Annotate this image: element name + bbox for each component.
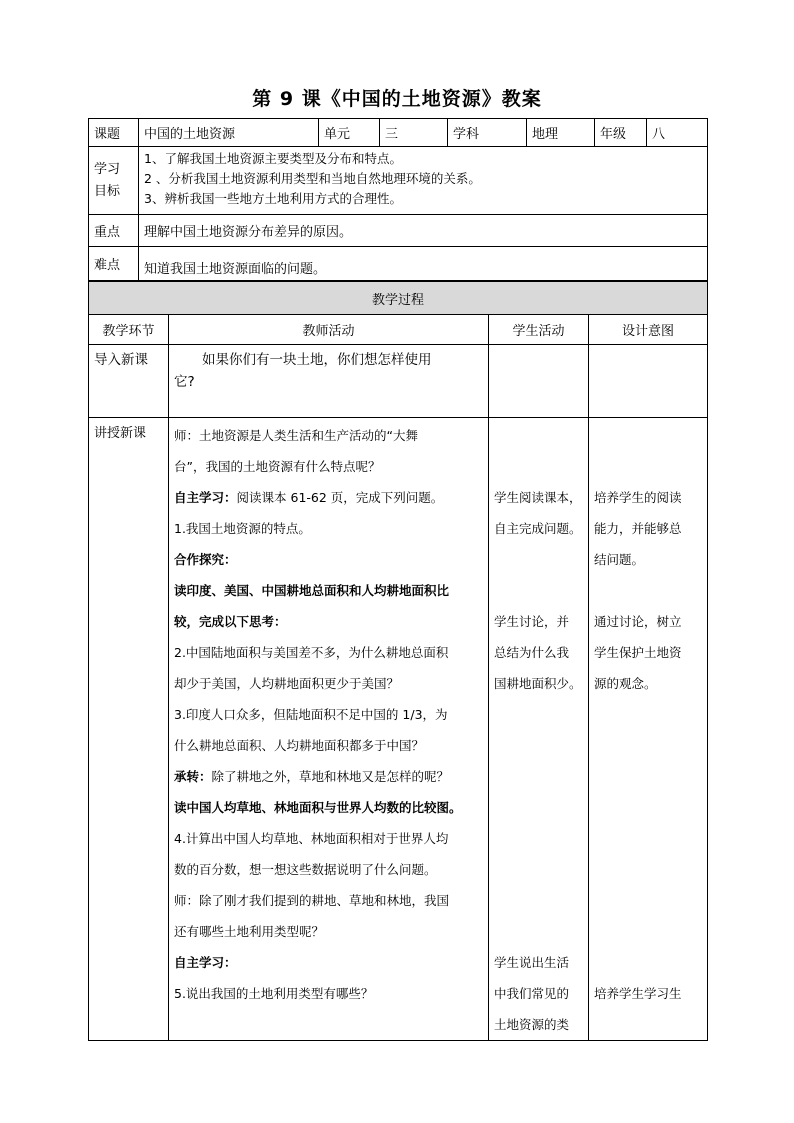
- design-line: 能力，并能够总: [594, 521, 682, 536]
- new-stage: [89, 418, 169, 1041]
- teacher-line: 师：土地资源是人类生活和生产活动的“大舞: [174, 428, 418, 443]
- design-line: 学生保护土地资: [594, 645, 682, 660]
- key-point-label: 重点: [89, 215, 139, 247]
- teaching-process-band: 教学过程: [89, 282, 708, 315]
- new-stage-label: 讲授新课: [94, 426, 147, 441]
- teacher-line: 合作探究：: [174, 552, 237, 567]
- goal-item: 1、了解我国土地资源主要类型及分布和特点。: [144, 151, 402, 166]
- design-line: 培养学生学习生: [594, 986, 682, 1001]
- student-line: 学生说出生活: [494, 955, 570, 970]
- goals-value: [139, 147, 708, 215]
- student-line: 国耕地面积少。: [494, 676, 582, 691]
- document-title: 第 9 课《中国的土地资源》教案: [252, 88, 542, 110]
- teacher-line: 较，完成以下思考：: [174, 614, 287, 629]
- goals-label-line-1: 学习: [94, 161, 121, 177]
- student-line: 学生阅读课本，: [494, 490, 582, 505]
- new-teacher: [169, 418, 489, 1041]
- teacher-line: 师：除了刚才我们提到的耕地、草地和林地，我国: [174, 893, 450, 908]
- teacher-line: 读中国人均草地、林地面积与世界人均数的比较图。: [174, 800, 462, 815]
- design-line: 结问题。: [594, 552, 645, 567]
- student-line: 中我们常见的: [494, 986, 570, 1001]
- unit-label: 单元: [319, 119, 380, 147]
- intro-teacher-line-1: 如果你们有一块土地，你们想怎样使用: [202, 352, 432, 368]
- teacher-line: 却少于美国，人均耕地面积更少于美国？: [174, 676, 400, 691]
- intro-teacher: [169, 345, 489, 418]
- teacher-line: 1.我国土地资源的特点。: [174, 521, 311, 536]
- teacher-line: 自主学习：: [174, 955, 237, 970]
- transition-label: 承转：: [174, 769, 212, 784]
- student-line: 自主完成问题。: [494, 521, 582, 536]
- header-stage: 教学环节: [89, 315, 169, 345]
- teacher-line: 2.中国陆地面积与美国差不多，为什么耕地总面积: [174, 645, 449, 660]
- student-line: 学生讨论，并: [494, 614, 570, 629]
- teacher-line: [174, 482, 483, 513]
- lesson-info-table: [88, 118, 708, 281]
- new-student: [489, 418, 589, 1041]
- design-line: 培养学生的阅读: [594, 490, 682, 505]
- teacher-line: 3.印度人口众多，但陆地面积不足中国的 1/3，为: [174, 707, 448, 722]
- teacher-line: 什么耕地总面积、人均耕地面积都多于中国？: [174, 738, 425, 753]
- difficulty-value: 知道我国土地资源面临的问题。: [139, 247, 708, 281]
- student-line: 总结为什么我: [494, 645, 570, 660]
- intro-student: [489, 345, 589, 418]
- self-study-text: 阅读课本 61-62 页，完成下列问题。: [236, 490, 444, 505]
- teacher-line: 还有哪些土地利用类型呢？: [174, 924, 325, 939]
- goal-item: 2 、分析我国土地资源利用类型和当地自然地理环境的关系。: [144, 171, 481, 186]
- header-teacher: 教师活动: [169, 315, 489, 345]
- unit-value: 三: [380, 119, 448, 147]
- student-line: 土地资源的类: [494, 1017, 570, 1032]
- subject-value: 地理: [527, 119, 595, 147]
- key-point-value: 理解中国土地资源分布差异的原因。: [139, 215, 708, 247]
- teacher-line: 台”，我国的土地资源有什么特点呢？: [174, 459, 381, 474]
- header-design: 设计意图: [589, 315, 708, 345]
- teaching-process-table: [88, 281, 708, 1041]
- transition-text: 除了耕地之外，草地和林地又是怎样的呢？: [211, 769, 450, 784]
- teacher-line: 4.计算出中国人均草地、林地面积相对于世界人均: [174, 831, 449, 846]
- new-design: [589, 418, 708, 1041]
- goals-label: [89, 147, 139, 215]
- self-study-label: 自主学习：: [174, 490, 237, 505]
- grade-label: 年级: [595, 119, 647, 147]
- goal-item: 3、辨析我国一些地方土地利用方式的合理性。: [144, 191, 402, 206]
- topic-value: 中国的土地资源: [139, 119, 319, 147]
- intro-teacher-line-2: 它?: [174, 374, 195, 390]
- topic-label: 课题: [89, 119, 139, 147]
- subject-label: 学科: [448, 119, 527, 147]
- goals-label-line-2: 目标: [94, 183, 121, 199]
- grade-value: 八: [647, 119, 708, 147]
- intro-stage: 导入新课: [89, 345, 169, 418]
- teacher-line: 读印度、美国、中国耕地总面积和人均耕地面积比: [174, 583, 450, 598]
- intro-design: [589, 345, 708, 418]
- teacher-line: [174, 761, 483, 792]
- header-student: 学生活动: [489, 315, 589, 345]
- design-line: 源的观念。: [594, 676, 657, 691]
- design-line: 通过讨论，树立: [594, 614, 682, 629]
- teacher-line: 数的百分数，想一想这些数据说明了什么问题。: [174, 862, 437, 877]
- teacher-line: 5.说出我国的土地利用类型有哪些？: [174, 986, 374, 1001]
- difficulty-label: 难点: [89, 247, 139, 281]
